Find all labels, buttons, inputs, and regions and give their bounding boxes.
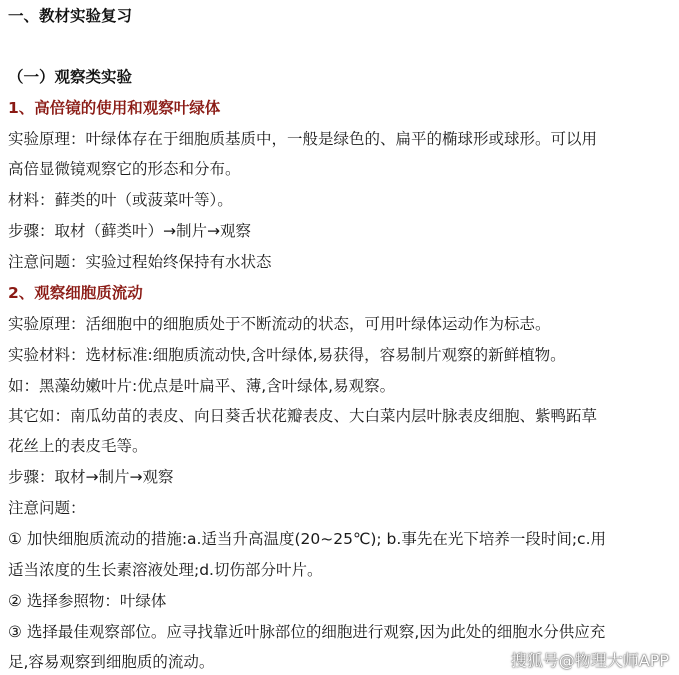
experiment2-steps: 步骤：取材→制片→观察: [8, 468, 174, 486]
experiment1-heading: 1、高倍镜的使用和观察叶绿体: [8, 99, 221, 117]
experiment2-heading: 2、观察细胞质流动: [8, 284, 143, 302]
experiment1-steps: 步骤：取材（藓类叶）→制片→观察: [8, 222, 251, 240]
experiment2-materials: 实验材料：选材标准:细胞质流动快,含叶绿体,易获得，容易制片观察的新鲜植物。: [8, 346, 566, 364]
experiment2-example: 如：黑藻幼嫩叶片:优点是叶扁平、薄,含叶绿体,易观察。: [8, 377, 396, 395]
section-title: 一、教材实验复习: [8, 7, 133, 25]
experiment1-notes: 注意问题：实验过程始终保持有水状态: [8, 253, 272, 271]
experiment2-note1-line2: 适当浓度的生长素溶液处理;d.切伤部分叶片。: [8, 561, 323, 579]
experiment2-others-line2: 花丝上的表皮毛等。: [8, 437, 148, 455]
experiment2-notes-label: 注意问题：: [8, 499, 86, 517]
experiment1-principle-line2: 高倍显微镜观察它的形态和分布。: [8, 160, 241, 178]
experiment2-note3-line1: ③ 选择最佳观察部位。应寻找靠近叶脉部位的细胞进行观察,因为此处的细胞水分供应充: [8, 623, 606, 641]
experiment2-note3-line2: 足,容易观察到细胞质的流动。: [8, 653, 215, 671]
experiment2-principle: 实验原理：活细胞中的细胞质处于不断流动的状态，可用叶绿体运动作为标志。: [8, 315, 551, 333]
source-watermark: 搜狐号@物理大师APP: [510, 651, 669, 670]
experiment2-others-line1: 其它如：南瓜幼苗的表皮、向日葵舌状花瓣表皮、大白菜内层叶脉表皮细胞、紫鸭跖草: [8, 407, 598, 425]
experiment1-principle-line1: 实验原理：叶绿体存在于细胞质基质中，一般是绿色的、扁平的椭球形或球形。可以用: [8, 130, 598, 148]
subsection-title: （一）观察类实验: [8, 68, 133, 86]
experiment2-note2: ② 选择参照物：叶绿体: [8, 592, 167, 610]
experiment2-note1-line1: ① 加快细胞质流动的措施:a.适当升高温度(20~25℃); b.事先在光下培养一段时间;c.用: [8, 530, 606, 548]
experiment1-materials: 材料：藓类的叶（或菠菜叶等）。: [8, 191, 233, 209]
